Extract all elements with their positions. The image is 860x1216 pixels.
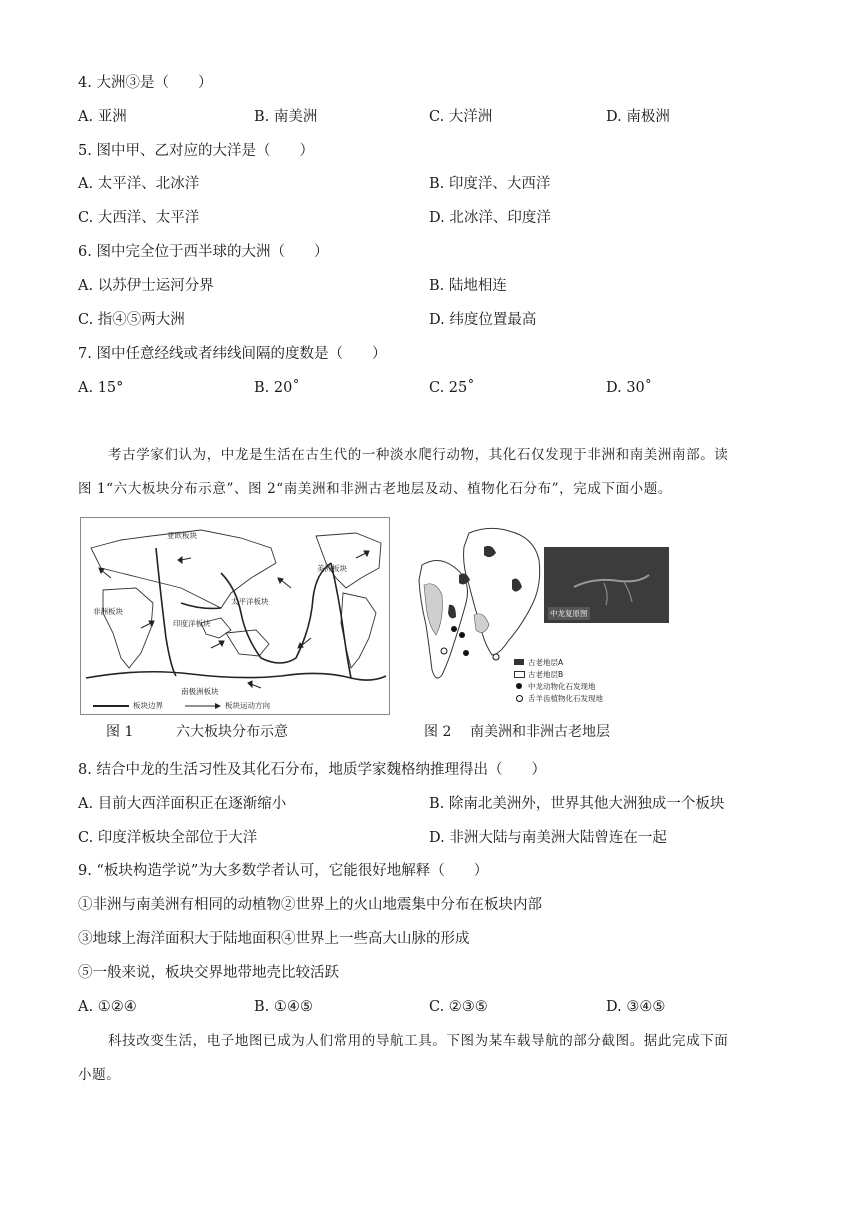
q9-option-d: D. ③④⑤: [606, 999, 666, 1015]
q5-option-a: A. 太平洋、北冰洋: [78, 176, 200, 192]
q9-option-b: B. ①④⑤: [254, 999, 313, 1015]
q8-stem: 8. 结合中龙的生活习性及其化石分布，地质学家魏格纳推理得出（ ）: [78, 762, 546, 778]
q6-option-b: B. 陆地相连: [429, 278, 507, 294]
q9-option-a: A. ①②④: [78, 999, 137, 1015]
q6-option-c: C. 指④⑤两大洲: [78, 312, 185, 328]
legend-animal-fossil-label: 中龙动物化石发现地: [528, 682, 596, 691]
q7-option-c: C. 25˚: [429, 380, 475, 396]
q9-item-line-1: ①非洲与南美洲有相同的动植物②世界上的火山地震集中分布在板块内部: [78, 897, 542, 913]
figure1-legend: [91, 700, 381, 712]
plate-label-american: 美洲板块: [317, 564, 347, 573]
q6-stem: 6. 图中完全位于西半球的大洲（ ）: [78, 244, 329, 260]
legend-direction-label: 板块运动方向: [225, 701, 270, 710]
q6-option-d: D. 纬度位置最高: [429, 312, 537, 328]
legend-plant-fossil-circle-icon: [516, 695, 523, 702]
legend-strata-a-swatch: [514, 659, 524, 665]
q4-option-a: A. 亚洲: [78, 109, 127, 125]
q5-option-b: B. 印度洋、大西洋: [429, 176, 551, 192]
q9-option-c: C. ②③⑤: [429, 999, 488, 1015]
q7-option-a: A. 15°: [78, 380, 124, 396]
mesosaurus-reconstruction-image: [544, 547, 669, 623]
figure2-strata-map: [414, 525, 674, 715]
q7-stem: 7. 图中任意经线或者纬线间隔的度数是（ ）: [78, 346, 387, 362]
q9-item-line-2: ③地球上海洋面积大于陆地面积④世界上一些高大山脉的形成: [78, 931, 470, 947]
plate-label-pacific: 太平洋板块: [231, 597, 269, 606]
legend-strata-a-label: 古老地层A: [528, 658, 564, 667]
figure2-caption-num: 图 2: [424, 724, 452, 740]
legend-boundary-swatch: [91, 701, 131, 711]
legend-animal-fossil-dot-icon: [516, 683, 522, 689]
legend-strata-b-swatch: [514, 671, 525, 678]
intro1-line2: 图 1“六大板块分布示意”、图 2“南美洲和非洲古老地层及动、植物化石分布”，完成下面小题。: [78, 481, 672, 497]
intro2-line2: 小题。: [78, 1067, 121, 1083]
q5-option-c: C. 大西洋、太平洋: [78, 210, 200, 226]
q8-option-c: C. 印度洋板块全部位于大洋: [78, 830, 258, 846]
q8-option-a: A. 目前大西洋面积正在逐渐缩小: [78, 796, 287, 812]
q8-option-d: D. 非洲大陆与南美洲大陆曾连在一起: [429, 830, 667, 846]
plate-label-antarctic: 南极洲板块: [181, 687, 219, 696]
q4-option-c: C. 大洋洲: [429, 109, 493, 125]
intro1-line1: 考古学家们认为，中龙是生活在古生代的一种淡水爬行动物，其化石仅发现于非洲和南美洲南部。读: [108, 447, 729, 463]
q6-option-a: A. 以苏伊士运河分界: [78, 278, 214, 294]
figure1-plate-map: [80, 517, 390, 715]
plate-label-eurasian: 亚欧板块: [167, 531, 197, 540]
q8-option-b: B. 除南北美洲外，世界其他大洲独成一个板块: [429, 796, 725, 812]
q4-option-d: D. 南极洲: [606, 109, 670, 125]
legend-strata-b-label: 古老地层B: [528, 670, 564, 679]
plate-label-indian-ocean: 印度洋板块: [173, 619, 211, 628]
legend-boundary-label: 板块边界: [133, 701, 163, 710]
plate-label-african: 非洲板块: [93, 607, 123, 616]
plate-map-drawing: [81, 518, 389, 714]
q5-option-d: D. 北冰洋、印度洋: [429, 210, 551, 226]
q5-stem: 5. 图中甲、乙对应的大洋是（ ）: [78, 143, 314, 159]
figure2-caption-title: 南美洲和非洲古老地层: [470, 724, 610, 740]
intro2-line1: 科技改变生活，电子地图已成为人们常用的导航工具。下图为某车载导航的部分截图。据此完成下面: [108, 1033, 729, 1049]
legend-direction-arrow-icon: [183, 701, 223, 711]
inset-label: 中龙复原图: [550, 609, 588, 618]
legend-plant-fossil-label: 舌羊齿植物化石发现地: [528, 694, 603, 703]
figure1-caption-title: 六大板块分布示意: [176, 724, 288, 740]
q7-option-b: B. 20˚: [254, 380, 300, 396]
figure1-caption-num: 图 1: [106, 724, 134, 740]
q9-stem: 9. “板块构造学说”为大多数学者认可，它能很好地解释（ ）: [78, 863, 489, 879]
q4-stem: 4. 大洲③是（ ）: [78, 75, 213, 91]
q4-option-b: B. 南美洲: [254, 109, 318, 125]
q9-item-line-3: ⑤一般来说，板块交界地带地壳比较活跃: [78, 965, 339, 981]
figure2-legend: [514, 657, 664, 705]
q7-option-d: D. 30˚: [606, 380, 653, 396]
